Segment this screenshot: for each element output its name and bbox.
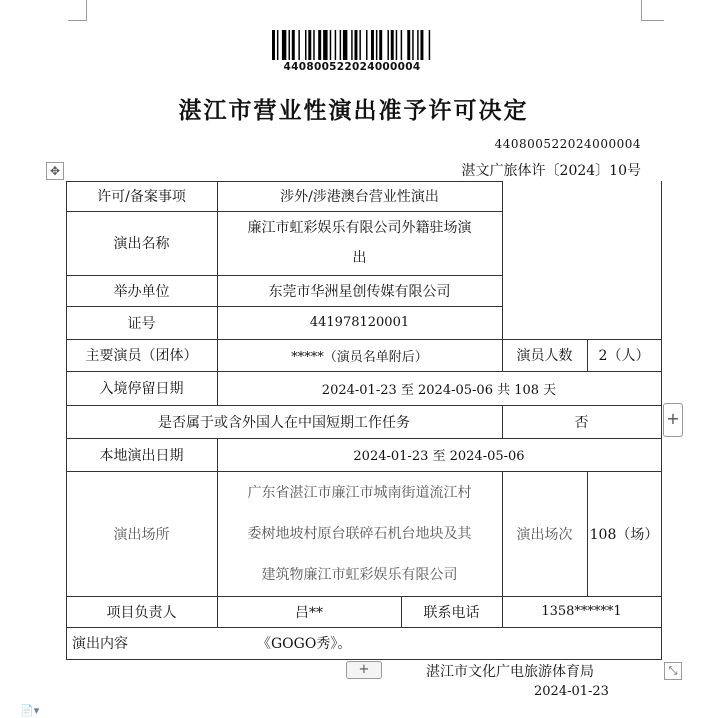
phone-value: 1358******1 [541, 604, 622, 619]
barcode-number: 440800522024000004 [283, 61, 421, 73]
phone-label: 联系电话 [423, 604, 480, 621]
show-name-label: 演出名称 [113, 236, 170, 252]
show-name-value [217, 211, 502, 275]
show-name-line-2: 出 [352, 250, 367, 266]
plus-icon: + [358, 662, 370, 677]
venue-line-2: 委树地坡村原台联碎石机台地块及其 [247, 526, 472, 542]
show-name-line-1: 廉江市虹彩娱乐有限公司外籍驻场演 [247, 220, 472, 236]
short-term-label: 是否属于或含外国人在中国短期工作任务 [158, 414, 410, 431]
issuer-name: 湛江市文化广电旅游体育局 [426, 664, 594, 680]
move-icon: ✥ [49, 164, 61, 178]
local-date-label: 本地演出日期 [99, 447, 184, 464]
permit-number: 湛文广旅体许〔2024〕10号 [461, 163, 641, 179]
sessions-value: 108（场） [589, 526, 659, 543]
content-value: 《GOGO秀》。 [257, 636, 352, 652]
table-move-handle[interactable] [46, 162, 64, 180]
venue-label: 演出场所 [113, 526, 170, 543]
performers-value: *****（演员名单附后） [291, 349, 428, 365]
venue-line-3: 建筑物廉江市虹彩娱乐有限公司 [261, 567, 458, 583]
crop-mark-top-right [641, 0, 664, 21]
document-number: 440800522024000004 [494, 137, 641, 151]
performer-count-label: 演员人数 [516, 348, 573, 364]
venue-value [217, 471, 502, 596]
resize-icon: ⤡ [668, 664, 678, 677]
manager-value: 吕** [295, 604, 323, 621]
manager-label: 项目负责人 [106, 604, 177, 621]
stay-value: 2024-01-23 至 2024-05-06 共 108 天 [321, 382, 557, 398]
organizer-label: 举办单位 [113, 283, 170, 300]
performers-label: 主要演员（团体） [85, 348, 198, 364]
add-row-below-button[interactable] [346, 661, 382, 679]
short-term-value: 否 [574, 414, 589, 431]
issue-date: 2024-01-23 [534, 684, 609, 699]
local-date-value: 2024-01-23 至 2024-05-06 [353, 449, 525, 464]
content-label: 演出内容 [72, 636, 128, 652]
permit-item-label: 许可/备案事项 [97, 189, 186, 205]
crop-mark-top-left [68, 0, 87, 21]
cert-value: 441978120001 [309, 315, 410, 330]
add-row-button[interactable] [663, 403, 683, 437]
table-resize-handle[interactable] [664, 662, 682, 680]
document-icon[interactable]: 📄▾ [20, 704, 40, 717]
sessions-label: 演出场次 [516, 526, 573, 543]
venue-line-1: 广东省湛江市廉江市城南街道流江村 [247, 485, 472, 501]
permit-item-value: 涉外/涉港澳台营业性演出 [280, 189, 439, 205]
stay-label: 入境停留日期 [99, 381, 184, 397]
document-title: 湛江市营业性演出准予许可决定 [178, 97, 529, 124]
performer-count-value: 2（人） [598, 348, 650, 364]
cert-label: 证号 [127, 315, 156, 332]
plus-icon: + [666, 409, 680, 428]
barcode-image [272, 30, 432, 60]
organizer-value: 东莞市华洲星创传媒有限公司 [268, 283, 451, 300]
